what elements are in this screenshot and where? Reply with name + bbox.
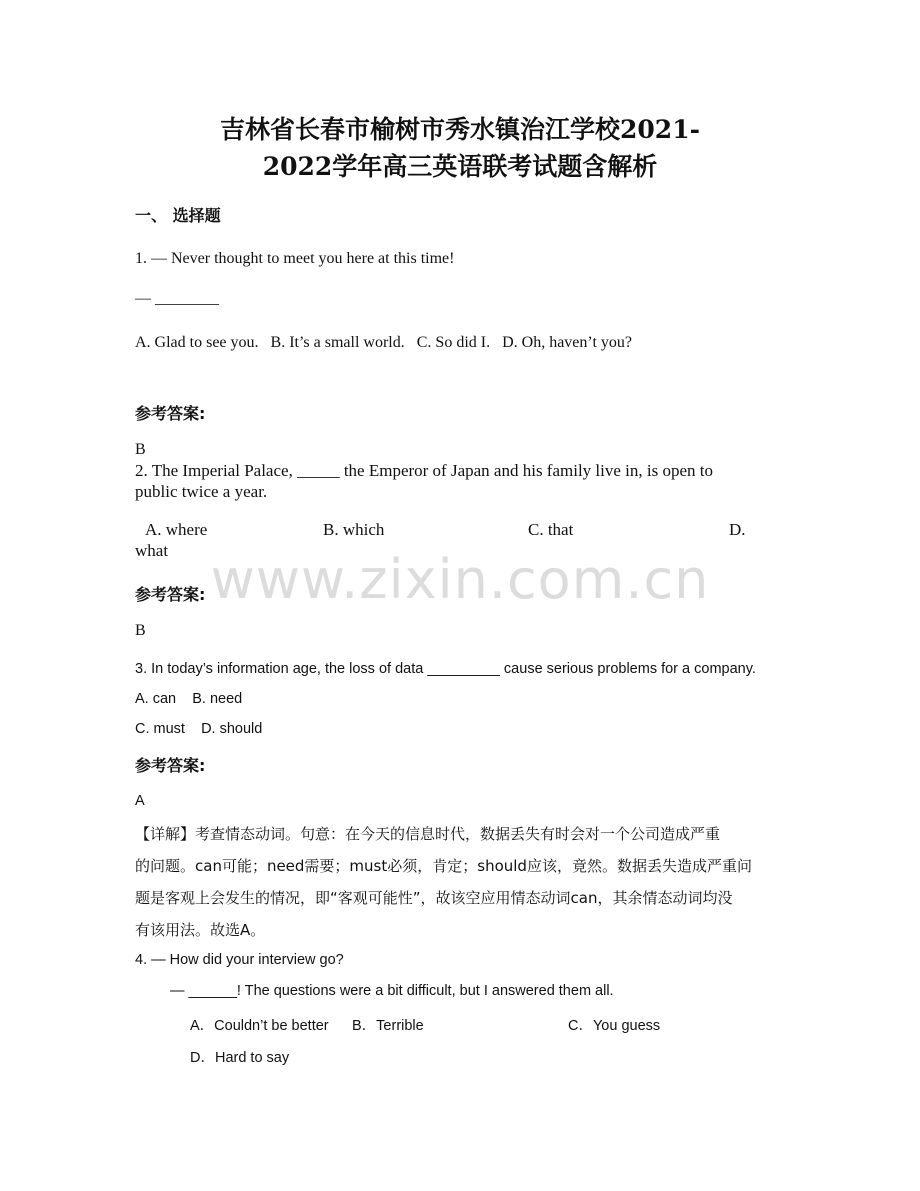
q3-explanation-line3: 题是客观上会发生的情况，即“客观可能性”，故该空应用情态动词can，其余情态动词均没 <box>135 889 733 907</box>
q3-options-line1: A. can B. need <box>135 691 243 707</box>
q4-option-c: C．You guess <box>568 1018 661 1034</box>
q2-stem-line2: public twice a year. <box>135 482 268 501</box>
document-title-line1: 吉林省长春市榆树市秀水镇治江学校2021- <box>220 115 700 144</box>
q4-option-a: A．Couldn’t be better <box>190 1018 329 1034</box>
watermark-text: www.zixin.com.cn <box>210 548 710 611</box>
q1-answer-label: 参考答案: <box>135 404 206 423</box>
q2-stem-line1: 2. The Imperial Palace, _____ the Emperor of Japan and his family live in, is open to <box>135 461 714 480</box>
q3-options-line2: C. must D. should <box>135 721 263 737</box>
q3-explanation-line4: 有该用法。故选A。 <box>135 921 266 939</box>
q4-stem: 4. — How did your interview go? <box>135 952 344 968</box>
q2-option-b: B. which <box>323 520 385 539</box>
q2-option-d: D. <box>729 520 746 539</box>
q4-option-b: B．Terrible <box>352 1018 424 1034</box>
q3-explanation-line1: 【详解】考查情态动词。句意：在今天的信息时代，数据丢失有时会对一个公司造成严重 <box>135 825 721 843</box>
document-title-line2: 2022学年高三英语联考试题含解析 <box>262 152 658 181</box>
q3-answer: A <box>135 793 145 809</box>
section-heading: 一、 选择题 <box>135 206 221 225</box>
q3-explanation-line2: 的问题。can可能；need需要；must必须，肯定；should应该，竟然。数据丢失造成严重问 <box>135 857 752 875</box>
q2-option-c: C. that <box>528 520 574 539</box>
q4-reply: — ______! The questions were a bit difficult, but I answered them all. <box>170 983 614 999</box>
q2-answer-label: 参考答案: <box>135 585 206 604</box>
q1-answer: B <box>135 441 146 458</box>
q4-option-d: D．Hard to say <box>190 1050 290 1066</box>
q2-option-a: A. where <box>145 520 208 539</box>
q2-option-d-text: what <box>135 541 169 560</box>
q2-answer: B <box>135 622 146 639</box>
q3-stem: 3. In today’s information age, the loss of data _________ cause serious problems for a company. <box>135 661 756 677</box>
q1-stem: 1. — Never thought to meet you here at this time! <box>135 250 455 267</box>
q3-answer-label: 参考答案: <box>135 756 206 775</box>
q1-reply: — ________ <box>135 290 219 307</box>
q1-options: A. Glad to see you. B. It’s a small world. C. So did I. D. Oh, haven’t you? <box>135 334 632 351</box>
